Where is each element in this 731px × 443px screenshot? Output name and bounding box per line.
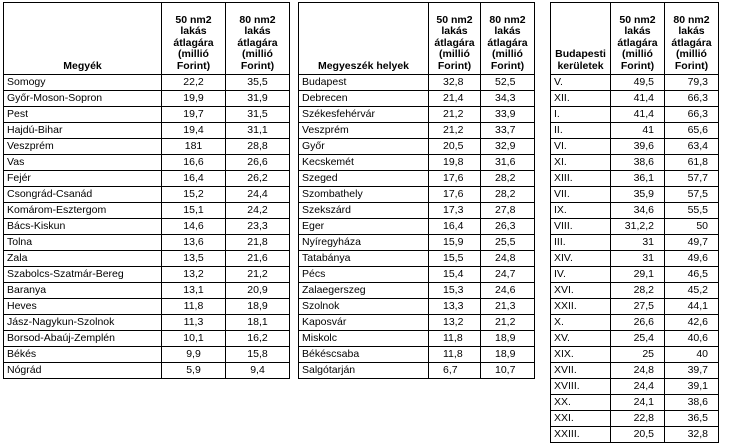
name-cell: Veszprém <box>299 123 429 139</box>
value-50-cell: 13,5 <box>162 251 226 267</box>
value-50-cell: 11,8 <box>429 347 481 363</box>
value-50-cell: 15,3 <box>429 283 481 299</box>
name-cell: Szombathely <box>299 187 429 203</box>
name-cell: Veszprém <box>4 139 162 155</box>
value-50-cell: 26,6 <box>611 315 665 331</box>
value-50-cell: 39,6 <box>611 139 665 155</box>
name-cell: X. <box>551 315 611 331</box>
seat-row <box>299 235 535 251</box>
name-cell: Nyíregyháza <box>299 235 429 251</box>
value-50-cell: 35,9 <box>611 187 665 203</box>
name-cell: Komárom-Esztergom <box>4 203 162 219</box>
district-row <box>551 283 719 299</box>
value-50-cell: 19,9 <box>162 91 226 107</box>
value-80-cell: 31,1 <box>226 123 290 139</box>
value-50-cell: 49,5 <box>611 75 665 91</box>
seat-row <box>299 331 535 347</box>
value-80-cell: 9,4 <box>226 363 290 379</box>
value-80-cell: 18,1 <box>226 315 290 331</box>
value-80-cell: 38,6 <box>665 395 719 411</box>
value-80-cell: 20,9 <box>226 283 290 299</box>
seat-row <box>299 347 535 363</box>
value-50-cell: 10,1 <box>162 331 226 347</box>
name-cell: XIV. <box>551 251 611 267</box>
seat-row <box>299 315 535 331</box>
value-50-cell: 17,3 <box>429 203 481 219</box>
header-kerulet: Budapesti kerületek <box>551 3 611 75</box>
name-cell: Békéscsaba <box>299 347 429 363</box>
value-80-cell: 45,2 <box>665 283 719 299</box>
value-50-cell: 36,1 <box>611 171 665 187</box>
value-50-cell: 11,8 <box>162 299 226 315</box>
name-cell: XIII. <box>551 171 611 187</box>
value-50-cell: 20,5 <box>429 139 481 155</box>
value-50-cell: 31,2,2 <box>611 219 665 235</box>
county-row <box>4 299 290 315</box>
name-cell: Szeged <box>299 171 429 187</box>
value-80-cell: 79,3 <box>665 75 719 91</box>
name-cell: Eger <box>299 219 429 235</box>
district-row <box>551 299 719 315</box>
name-cell: Nógrád <box>4 363 162 379</box>
district-row <box>551 107 719 123</box>
value-80-cell: 33,9 <box>481 107 535 123</box>
value-50-cell: 19,4 <box>162 123 226 139</box>
value-80-cell: 18,9 <box>481 331 535 347</box>
name-cell: XXIII. <box>551 427 611 443</box>
name-cell: XV. <box>551 331 611 347</box>
value-80-cell: 28,2 <box>481 171 535 187</box>
value-50-cell: 14,6 <box>162 219 226 235</box>
value-50-cell: 9,9 <box>162 347 226 363</box>
district-row <box>551 75 719 91</box>
seat-row <box>299 107 535 123</box>
district-row <box>551 347 719 363</box>
district-row <box>551 331 719 347</box>
value-50-cell: 13,2 <box>429 315 481 331</box>
value-80-cell: 49,6 <box>665 251 719 267</box>
county-row <box>4 171 290 187</box>
districts-table <box>550 2 719 443</box>
name-cell: Pécs <box>299 267 429 283</box>
name-cell: Borsod-Abaúj-Zemplén <box>4 331 162 347</box>
value-50-cell: 20,5 <box>611 427 665 443</box>
value-80-cell: 25,5 <box>481 235 535 251</box>
name-cell: Jász-Nagykun-Szolnok <box>4 315 162 331</box>
name-cell: Somogy <box>4 75 162 91</box>
district-row <box>551 395 719 411</box>
value-50-cell: 41,4 <box>611 107 665 123</box>
name-cell: Tatabánya <box>299 251 429 267</box>
name-cell: Salgótarján <box>299 363 429 379</box>
value-80-cell: 28,8 <box>226 139 290 155</box>
district-row <box>551 379 719 395</box>
value-50-cell: 21,2 <box>429 107 481 123</box>
value-80-cell: 34,3 <box>481 91 535 107</box>
district-row <box>551 139 719 155</box>
value-80-cell: 28,2 <box>481 187 535 203</box>
district-row <box>551 315 719 331</box>
county-row <box>4 91 290 107</box>
value-50-cell: 19,7 <box>162 107 226 123</box>
value-50-cell: 41 <box>611 123 665 139</box>
county-row <box>4 251 290 267</box>
name-cell: VIII. <box>551 219 611 235</box>
value-80-cell: 50 <box>665 219 719 235</box>
name-cell: Heves <box>4 299 162 315</box>
name-cell: II. <box>551 123 611 139</box>
value-80-cell: 24,7 <box>481 267 535 283</box>
seat-row <box>299 123 535 139</box>
district-row <box>551 155 719 171</box>
seat-row <box>299 203 535 219</box>
value-80-cell: 31,5 <box>226 107 290 123</box>
county-row <box>4 363 290 379</box>
district-row <box>551 267 719 283</box>
district-row <box>551 203 719 219</box>
value-50-cell: 13,2 <box>162 267 226 283</box>
value-80-cell: 31,6 <box>481 155 535 171</box>
name-cell: XVI. <box>551 283 611 299</box>
value-80-cell: 52,5 <box>481 75 535 91</box>
value-80-cell: 23,3 <box>226 219 290 235</box>
value-50-cell: 15,1 <box>162 203 226 219</box>
seat-row <box>299 267 535 283</box>
district-row <box>551 91 719 107</box>
header-80nm2: 80 nm2 lakás átlagára (millió Forint) <box>481 3 535 75</box>
name-cell: Fejér <box>4 171 162 187</box>
name-cell: Kecskemét <box>299 155 429 171</box>
name-cell: XVIII. <box>551 379 611 395</box>
value-80-cell: 16,2 <box>226 331 290 347</box>
value-50-cell: 21,2 <box>429 123 481 139</box>
value-50-cell: 19,8 <box>429 155 481 171</box>
value-80-cell: 66,3 <box>665 91 719 107</box>
name-cell: Tolna <box>4 235 162 251</box>
district-row <box>551 235 719 251</box>
value-50-cell: 25 <box>611 347 665 363</box>
value-50-cell: 11,3 <box>162 315 226 331</box>
value-50-cell: 13,1 <box>162 283 226 299</box>
name-cell: IV. <box>551 267 611 283</box>
value-80-cell: 40,6 <box>665 331 719 347</box>
value-50-cell: 32,8 <box>429 75 481 91</box>
name-cell: Debrecen <box>299 91 429 107</box>
name-cell: Baranya <box>4 283 162 299</box>
district-row <box>551 411 719 427</box>
value-80-cell: 10,7 <box>481 363 535 379</box>
header-50nm2: 50 nm2 lakás átlagára (millió Forint) <box>429 3 481 75</box>
value-50-cell: 29,1 <box>611 267 665 283</box>
header-50nm2: 50 nm2 lakás átlagára (millió Forint) <box>611 3 665 75</box>
county-row <box>4 347 290 363</box>
value-80-cell: 44,1 <box>665 299 719 315</box>
value-80-cell: 21,2 <box>481 315 535 331</box>
seat-row <box>299 139 535 155</box>
name-cell: Szolnok <box>299 299 429 315</box>
value-50-cell: 16,4 <box>162 171 226 187</box>
value-50-cell: 181 <box>162 139 226 155</box>
value-80-cell: 27,8 <box>481 203 535 219</box>
name-cell: XVII. <box>551 363 611 379</box>
value-50-cell: 25,4 <box>611 331 665 347</box>
value-80-cell: 32,9 <box>481 139 535 155</box>
name-cell: XXI. <box>551 411 611 427</box>
value-80-cell: 40 <box>665 347 719 363</box>
name-cell: Csongrád-Csanád <box>4 187 162 203</box>
value-80-cell: 65,6 <box>665 123 719 139</box>
name-cell: V. <box>551 75 611 91</box>
value-80-cell: 46,5 <box>665 267 719 283</box>
value-80-cell: 39,1 <box>665 379 719 395</box>
value-80-cell: 66,3 <box>665 107 719 123</box>
name-cell: Pest <box>4 107 162 123</box>
seat-row <box>299 187 535 203</box>
value-80-cell: 33,7 <box>481 123 535 139</box>
value-80-cell: 15,8 <box>226 347 290 363</box>
county-row <box>4 219 290 235</box>
county-row <box>4 203 290 219</box>
value-80-cell: 61,8 <box>665 155 719 171</box>
value-50-cell: 41,4 <box>611 91 665 107</box>
value-80-cell: 21,2 <box>226 267 290 283</box>
county-row <box>4 331 290 347</box>
district-row <box>551 363 719 379</box>
value-80-cell: 24,2 <box>226 203 290 219</box>
value-50-cell: 31 <box>611 251 665 267</box>
value-80-cell: 39,7 <box>665 363 719 379</box>
value-50-cell: 13,3 <box>429 299 481 315</box>
district-row <box>551 251 719 267</box>
name-cell: Szabolcs-Szatmár-Bereg <box>4 267 162 283</box>
district-row <box>551 123 719 139</box>
counties-header-row <box>4 3 290 75</box>
value-50-cell: 5,9 <box>162 363 226 379</box>
value-80-cell: 24,6 <box>481 283 535 299</box>
value-80-cell: 49,7 <box>665 235 719 251</box>
districts-header-row <box>551 3 719 75</box>
value-50-cell: 17,6 <box>429 187 481 203</box>
value-50-cell: 22,8 <box>611 411 665 427</box>
county-row <box>4 187 290 203</box>
value-50-cell: 16,4 <box>429 219 481 235</box>
name-cell: Győr <box>299 139 429 155</box>
value-80-cell: 55,5 <box>665 203 719 219</box>
header-80nm2: 80 nm2 lakás átlagára (millió Forint) <box>226 3 290 75</box>
county-row <box>4 155 290 171</box>
district-row <box>551 171 719 187</box>
value-50-cell: 17,6 <box>429 171 481 187</box>
name-cell: Bács-Kiskun <box>4 219 162 235</box>
value-50-cell: 6,7 <box>429 363 481 379</box>
county-row <box>4 107 290 123</box>
value-50-cell: 24,1 <box>611 395 665 411</box>
value-80-cell: 57,5 <box>665 187 719 203</box>
value-80-cell: 21,3 <box>481 299 535 315</box>
header-megyeszek: Megyeszék helyek <box>299 3 429 75</box>
value-80-cell: 21,6 <box>226 251 290 267</box>
value-80-cell: 42,6 <box>665 315 719 331</box>
name-cell: Kaposvár <box>299 315 429 331</box>
value-80-cell: 24,8 <box>481 251 535 267</box>
district-row <box>551 427 719 443</box>
name-cell: Vas <box>4 155 162 171</box>
name-cell: I. <box>551 107 611 123</box>
seats-header-row <box>299 3 535 75</box>
county-row <box>4 267 290 283</box>
value-80-cell: 31,9 <box>226 91 290 107</box>
county-row <box>4 75 290 91</box>
county-seats-table <box>298 2 535 379</box>
value-50-cell: 34,6 <box>611 203 665 219</box>
county-row <box>4 283 290 299</box>
name-cell: Budapest <box>299 75 429 91</box>
value-80-cell: 18,9 <box>226 299 290 315</box>
seat-row <box>299 251 535 267</box>
value-80-cell: 32,8 <box>665 427 719 443</box>
name-cell: XII. <box>551 91 611 107</box>
value-50-cell: 15,5 <box>429 251 481 267</box>
district-row <box>551 219 719 235</box>
value-50-cell: 15,4 <box>429 267 481 283</box>
value-80-cell: 26,6 <box>226 155 290 171</box>
name-cell: IX. <box>551 203 611 219</box>
value-50-cell: 28,2 <box>611 283 665 299</box>
county-row <box>4 139 290 155</box>
value-80-cell: 57,7 <box>665 171 719 187</box>
name-cell: XIX. <box>551 347 611 363</box>
value-80-cell: 26,3 <box>481 219 535 235</box>
value-50-cell: 24,4 <box>611 379 665 395</box>
district-row <box>551 187 719 203</box>
name-cell: Zalaegerszeg <box>299 283 429 299</box>
value-50-cell: 27,5 <box>611 299 665 315</box>
name-cell: Békés <box>4 347 162 363</box>
value-80-cell: 21,8 <box>226 235 290 251</box>
county-row <box>4 235 290 251</box>
value-80-cell: 26,2 <box>226 171 290 187</box>
name-cell: VII. <box>551 187 611 203</box>
value-50-cell: 21,4 <box>429 91 481 107</box>
value-50-cell: 15,2 <box>162 187 226 203</box>
county-row <box>4 315 290 331</box>
value-80-cell: 63,4 <box>665 139 719 155</box>
name-cell: Hajdú-Bihar <box>4 123 162 139</box>
header-50nm2: 50 nm2 lakás átlagára (millió Forint) <box>162 3 226 75</box>
seat-row <box>299 219 535 235</box>
value-50-cell: 24,8 <box>611 363 665 379</box>
seat-row <box>299 171 535 187</box>
counties-table <box>3 2 290 379</box>
header-80nm2: 80 nm2 lakás átlagára (millió Forint) <box>665 3 719 75</box>
name-cell: III. <box>551 235 611 251</box>
seat-row <box>299 363 535 379</box>
value-80-cell: 36,5 <box>665 411 719 427</box>
header-megyek: Megyék <box>4 3 162 75</box>
value-80-cell: 35,5 <box>226 75 290 91</box>
value-80-cell: 18,9 <box>481 347 535 363</box>
value-50-cell: 11,8 <box>429 331 481 347</box>
value-50-cell: 31 <box>611 235 665 251</box>
value-50-cell: 13,6 <box>162 235 226 251</box>
seat-row <box>299 155 535 171</box>
name-cell: XI. <box>551 155 611 171</box>
name-cell: VI. <box>551 139 611 155</box>
name-cell: Szekszárd <box>299 203 429 219</box>
seat-row <box>299 75 535 91</box>
name-cell: Zala <box>4 251 162 267</box>
value-50-cell: 22,2 <box>162 75 226 91</box>
county-row <box>4 123 290 139</box>
seat-row <box>299 283 535 299</box>
value-50-cell: 15,9 <box>429 235 481 251</box>
name-cell: Székesfehérvár <box>299 107 429 123</box>
value-50-cell: 16,6 <box>162 155 226 171</box>
name-cell: XX. <box>551 395 611 411</box>
name-cell: Győr-Moson-Sopron <box>4 91 162 107</box>
seat-row <box>299 91 535 107</box>
seat-row <box>299 299 535 315</box>
value-80-cell: 24,4 <box>226 187 290 203</box>
value-50-cell: 38,6 <box>611 155 665 171</box>
name-cell: Miskolc <box>299 331 429 347</box>
name-cell: XXII. <box>551 299 611 315</box>
